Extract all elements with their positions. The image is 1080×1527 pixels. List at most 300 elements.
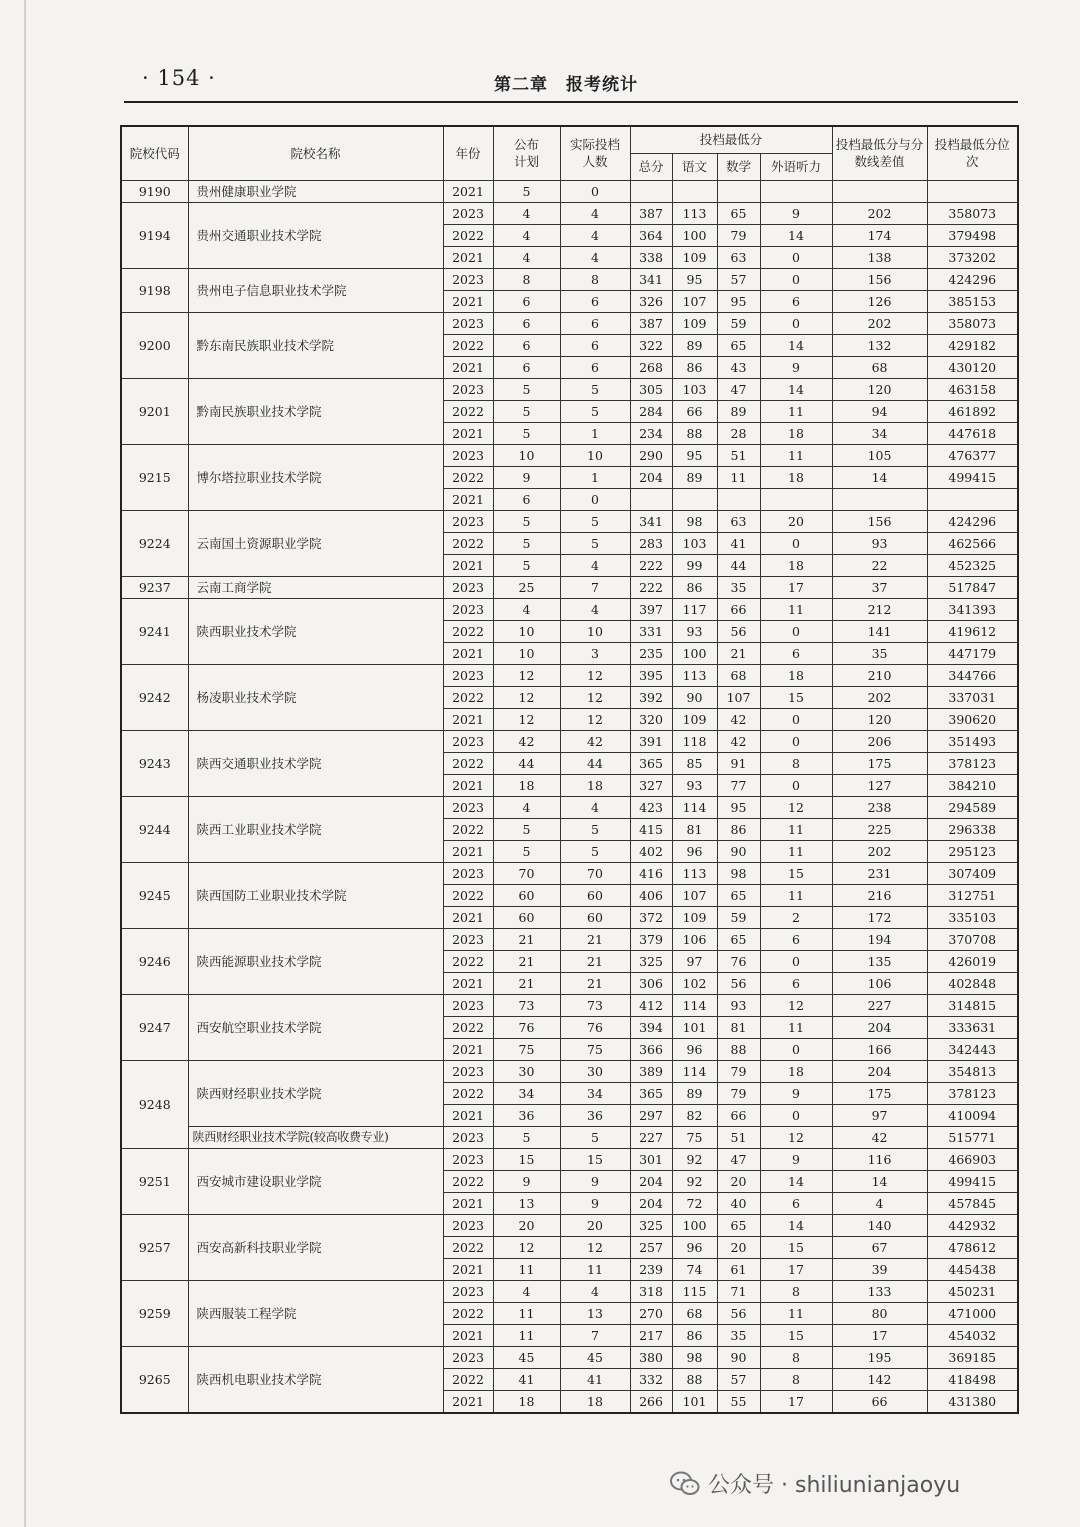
cell-listening: 18: [760, 554, 832, 576]
cell-listening: 18: [760, 422, 832, 444]
cell-total: 397: [630, 598, 672, 620]
cell-chinese: 114: [672, 796, 717, 818]
cell-plan: 30: [493, 1060, 560, 1082]
cell-year: 2021: [443, 554, 493, 576]
cell-actual: 0: [560, 488, 630, 510]
cell-total: 412: [630, 994, 672, 1016]
cell-year: 2021: [443, 840, 493, 862]
cell-plan: 11: [493, 1258, 560, 1280]
cell-plan: 18: [493, 1390, 560, 1413]
cell-diff: 120: [832, 708, 927, 730]
cell-chinese: 101: [672, 1390, 717, 1413]
cell-rank: 442932: [927, 1214, 1018, 1236]
cell-plan: 21: [493, 950, 560, 972]
cell-year: 2022: [443, 1236, 493, 1258]
cell-rank: 335103: [927, 906, 1018, 928]
cell-diff: 138: [832, 246, 927, 268]
table-row: [121, 312, 1018, 334]
school-code: 9194: [121, 202, 188, 268]
table-row: [121, 1346, 1018, 1368]
school-code: 9251: [121, 1148, 188, 1214]
cell-rank: 445438: [927, 1258, 1018, 1280]
cell-plan: 9: [493, 1170, 560, 1192]
cell-total: 257: [630, 1236, 672, 1258]
cell-plan: 5: [493, 532, 560, 554]
table-body: [121, 180, 1018, 1413]
cell-diff: 225: [832, 818, 927, 840]
cell-math: 35: [717, 576, 760, 598]
cell-chinese: 107: [672, 884, 717, 906]
cell-actual: 5: [560, 840, 630, 862]
cell-plan: 11: [493, 1302, 560, 1324]
cell-actual: 10: [560, 444, 630, 466]
cell-plan: 6: [493, 290, 560, 312]
cell-actual: 6: [560, 290, 630, 312]
cell-year: 2021: [443, 774, 493, 796]
cell-year: 2021: [443, 290, 493, 312]
cell-chinese: 75: [672, 1126, 717, 1148]
cell-rank: 333631: [927, 1016, 1018, 1038]
school-name: 西安城市建设职业学院: [188, 1148, 443, 1214]
cell-plan: 12: [493, 686, 560, 708]
cell-year: 2022: [443, 1016, 493, 1038]
header-total: 总分: [630, 153, 672, 180]
cell-math: 90: [717, 1346, 760, 1368]
cell-plan: 21: [493, 972, 560, 994]
table-row: [121, 796, 1018, 818]
table-row: [121, 1060, 1018, 1082]
cell-listening: 11: [760, 840, 832, 862]
cell-total: 222: [630, 576, 672, 598]
cell-math: 77: [717, 774, 760, 796]
cell-chinese: 106: [672, 928, 717, 950]
cell-rank: 418498: [927, 1368, 1018, 1390]
cell-listening: 12: [760, 1126, 832, 1148]
school-name: 杨凌职业技术学院: [188, 664, 443, 730]
cell-listening: 6: [760, 972, 832, 994]
cell-actual: 45: [560, 1346, 630, 1368]
cell-chinese: 96: [672, 1038, 717, 1060]
cell-rank: 463158: [927, 378, 1018, 400]
cell-year: 2023: [443, 312, 493, 334]
header-math: 数学: [717, 153, 760, 180]
cell-total: 235: [630, 642, 672, 664]
cell-math: 11: [717, 466, 760, 488]
cell-rank: 351493: [927, 730, 1018, 752]
cell-plan: 13: [493, 1192, 560, 1214]
cell-actual: 4: [560, 202, 630, 224]
cell-chinese: 93: [672, 620, 717, 642]
cell-year: 2022: [443, 1368, 493, 1390]
cell-diff: 204: [832, 1016, 927, 1038]
cell-year: 2021: [443, 1390, 493, 1413]
cell-total: 322: [630, 334, 672, 356]
cell-year: 2023: [443, 730, 493, 752]
cell-year: 2021: [443, 906, 493, 928]
cell-diff: 227: [832, 994, 927, 1016]
cell-rank: 373202: [927, 246, 1018, 268]
cell-chinese: 96: [672, 1236, 717, 1258]
cell-rank: 457845: [927, 1192, 1018, 1214]
cell-diff: 166: [832, 1038, 927, 1060]
cell-diff: 141: [832, 620, 927, 642]
cell-diff: 194: [832, 928, 927, 950]
cell-total: 318: [630, 1280, 672, 1302]
cell-plan: 42: [493, 730, 560, 752]
cell-plan: 34: [493, 1082, 560, 1104]
cell-rank: 294589: [927, 796, 1018, 818]
cell-actual: 5: [560, 378, 630, 400]
cell-chinese: 66: [672, 400, 717, 422]
cell-actual: 5: [560, 400, 630, 422]
school-name: 西安高新科技职业学院: [188, 1214, 443, 1280]
table-row: [121, 730, 1018, 752]
cell-math: 79: [717, 224, 760, 246]
cell-listening: 18: [760, 664, 832, 686]
school-code: 9241: [121, 598, 188, 664]
wechat-icon: [670, 1471, 700, 1497]
cell-plan: 10: [493, 444, 560, 466]
cell-plan: 45: [493, 1346, 560, 1368]
cell-actual: 21: [560, 950, 630, 972]
cell-rank: 341393: [927, 598, 1018, 620]
school-name: 黔南民族职业技术学院: [188, 378, 443, 444]
cell-year: 2023: [443, 378, 493, 400]
cell-chinese: 95: [672, 268, 717, 290]
table-row: [121, 994, 1018, 1016]
cell-rank: 419612: [927, 620, 1018, 642]
cell-plan: 70: [493, 862, 560, 884]
cell-rank: 378123: [927, 752, 1018, 774]
cell-chinese: 96: [672, 840, 717, 862]
cell-diff: 135: [832, 950, 927, 972]
cell-plan: 8: [493, 268, 560, 290]
cell-rank: 424296: [927, 510, 1018, 532]
cell-actual: 8: [560, 268, 630, 290]
cell-math: 86: [717, 818, 760, 840]
cell-listening: 9: [760, 202, 832, 224]
cell-chinese: 86: [672, 576, 717, 598]
cell-diff: 210: [832, 664, 927, 686]
cell-total: 297: [630, 1104, 672, 1126]
cell-plan: 5: [493, 378, 560, 400]
cell-chinese: 88: [672, 1368, 717, 1390]
cell-listening: 8: [760, 1346, 832, 1368]
cell-year: 2023: [443, 862, 493, 884]
cell-rank: 358073: [927, 312, 1018, 334]
cell-listening: 15: [760, 1236, 832, 1258]
table-row: [121, 1280, 1018, 1302]
cell-actual: 4: [560, 598, 630, 620]
cell-year: 2022: [443, 950, 493, 972]
cell-chinese: 98: [672, 1346, 717, 1368]
cell-total: 365: [630, 1082, 672, 1104]
cell-listening: 20: [760, 510, 832, 532]
cell-plan: 10: [493, 642, 560, 664]
cell-math: 66: [717, 598, 760, 620]
cell-math: 95: [717, 796, 760, 818]
cell-listening: 14: [760, 334, 832, 356]
page-number: · 154 ·: [142, 66, 216, 90]
cell-diff: 35: [832, 642, 927, 664]
cell-diff: 42: [832, 1126, 927, 1148]
cell-diff: 156: [832, 510, 927, 532]
cell-actual: 4: [560, 246, 630, 268]
cell-chinese: 98: [672, 510, 717, 532]
cell-actual: 73: [560, 994, 630, 1016]
cell-year: 2022: [443, 818, 493, 840]
cell-chinese: 88: [672, 422, 717, 444]
cell-actual: 70: [560, 862, 630, 884]
cell-rank: [927, 488, 1018, 510]
cell-math: 51: [717, 1126, 760, 1148]
school-code: 9190: [121, 180, 188, 202]
cell-total: 364: [630, 224, 672, 246]
cell-year: 2023: [443, 796, 493, 818]
cell-rank: 447618: [927, 422, 1018, 444]
cell-chinese: 109: [672, 906, 717, 928]
cell-listening: 18: [760, 466, 832, 488]
cell-math: 20: [717, 1236, 760, 1258]
cell-total: 204: [630, 466, 672, 488]
school-name: 贵州交通职业技术学院: [188, 202, 443, 268]
cell-listening: 15: [760, 1324, 832, 1346]
cell-year: 2023: [443, 268, 493, 290]
cell-plan: 6: [493, 334, 560, 356]
school-name: 陕西财经职业技术学院(较高收费专业): [188, 1126, 443, 1148]
school-code: 9259: [121, 1280, 188, 1346]
cell-math: 90: [717, 840, 760, 862]
table-row: [121, 1126, 1018, 1148]
cell-rank: [927, 180, 1018, 202]
header-year: 年份: [443, 126, 493, 180]
cell-rank: 454032: [927, 1324, 1018, 1346]
cell-listening: 0: [760, 774, 832, 796]
cell-rank: 499415: [927, 1170, 1018, 1192]
cell-actual: 6: [560, 312, 630, 334]
cell-chinese: 100: [672, 642, 717, 664]
cell-actual: 18: [560, 774, 630, 796]
cell-actual: 44: [560, 752, 630, 774]
cell-chinese: 107: [672, 290, 717, 312]
cell-listening: 14: [760, 1170, 832, 1192]
header-chinese: 语文: [672, 153, 717, 180]
cell-chinese: 117: [672, 598, 717, 620]
cell-total: 305: [630, 378, 672, 400]
cell-math: 65: [717, 202, 760, 224]
cell-math: 47: [717, 378, 760, 400]
cell-rank: 312751: [927, 884, 1018, 906]
cell-rank: 390620: [927, 708, 1018, 730]
cell-chinese: 85: [672, 752, 717, 774]
cell-diff: 140: [832, 1214, 927, 1236]
cell-chinese: 92: [672, 1148, 717, 1170]
cell-total: 366: [630, 1038, 672, 1060]
cell-listening: 6: [760, 928, 832, 950]
school-code: 9242: [121, 664, 188, 730]
cell-year: 2023: [443, 1060, 493, 1082]
cell-actual: 11: [560, 1258, 630, 1280]
cell-math: 66: [717, 1104, 760, 1126]
cell-year: 2023: [443, 1280, 493, 1302]
cell-diff: 175: [832, 1082, 927, 1104]
cell-actual: 4: [560, 796, 630, 818]
cell-diff: 231: [832, 862, 927, 884]
cell-listening: 9: [760, 356, 832, 378]
cell-rank: 499415: [927, 466, 1018, 488]
cell-rank: 370708: [927, 928, 1018, 950]
cell-total: 379: [630, 928, 672, 950]
cell-actual: 9: [560, 1192, 630, 1214]
cell-math: 41: [717, 532, 760, 554]
cell-rank: 385153: [927, 290, 1018, 312]
cell-diff: 132: [832, 334, 927, 356]
cell-math: 65: [717, 884, 760, 906]
cell-listening: 0: [760, 620, 832, 642]
header-diff: 投档最低分与分数线差值: [832, 126, 927, 180]
cell-actual: 6: [560, 334, 630, 356]
table-row: [121, 862, 1018, 884]
cell-listening: 18: [760, 1060, 832, 1082]
cell-plan: 5: [493, 840, 560, 862]
cell-chinese: 82: [672, 1104, 717, 1126]
cell-math: 98: [717, 862, 760, 884]
cell-rank: 307409: [927, 862, 1018, 884]
cell-total: 227: [630, 1126, 672, 1148]
cell-rank: 296338: [927, 818, 1018, 840]
cell-plan: 4: [493, 598, 560, 620]
cell-listening: 8: [760, 1280, 832, 1302]
table-row: [121, 268, 1018, 290]
cell-actual: 34: [560, 1082, 630, 1104]
cell-diff: 37: [832, 576, 927, 598]
cell-year: 2021: [443, 1038, 493, 1060]
cell-year: 2023: [443, 576, 493, 598]
chapter-title: 第二章 报考统计: [494, 75, 638, 95]
cell-total: 338: [630, 246, 672, 268]
cell-rank: 384210: [927, 774, 1018, 796]
cell-plan: 6: [493, 312, 560, 334]
cell-year: 2021: [443, 642, 493, 664]
school-code: 9257: [121, 1214, 188, 1280]
cell-total: 306: [630, 972, 672, 994]
cell-year: 2023: [443, 202, 493, 224]
cell-listening: 9: [760, 1148, 832, 1170]
table-row: [121, 576, 1018, 598]
school-name: 陕西国防工业职业技术学院: [188, 862, 443, 928]
cell-listening: 8: [760, 1368, 832, 1390]
school-name: 西安航空职业技术学院: [188, 994, 443, 1060]
cell-year: 2021: [443, 708, 493, 730]
cell-math: 63: [717, 246, 760, 268]
cell-plan: 9: [493, 466, 560, 488]
school-name: 陕西工业职业技术学院: [188, 796, 443, 862]
cell-total: 283: [630, 532, 672, 554]
cell-chinese: 89: [672, 466, 717, 488]
cell-plan: 5: [493, 180, 560, 202]
cell-diff: 17: [832, 1324, 927, 1346]
cell-math: 65: [717, 928, 760, 950]
header-actual: 实际投档人数: [560, 126, 630, 180]
cell-math: 28: [717, 422, 760, 444]
cell-actual: 6: [560, 356, 630, 378]
cell-year: 2021: [443, 180, 493, 202]
cell-year: 2023: [443, 598, 493, 620]
cell-listening: 0: [760, 1104, 832, 1126]
school-name: 陕西能源职业技术学院: [188, 928, 443, 994]
cell-diff: 93: [832, 532, 927, 554]
cell-diff: 106: [832, 972, 927, 994]
cell-actual: 60: [560, 906, 630, 928]
cell-listening: 11: [760, 444, 832, 466]
cell-year: 2022: [443, 400, 493, 422]
cell-rank: 466903: [927, 1148, 1018, 1170]
cell-year: 2023: [443, 510, 493, 532]
cell-math: [717, 488, 760, 510]
cell-diff: 206: [832, 730, 927, 752]
cell-actual: 0: [560, 180, 630, 202]
school-name: 贵州电子信息职业技术学院: [188, 268, 443, 312]
cell-plan: 4: [493, 224, 560, 246]
cell-chinese: 99: [672, 554, 717, 576]
cell-actual: 12: [560, 1236, 630, 1258]
cell-chinese: 81: [672, 818, 717, 840]
cell-year: 2021: [443, 972, 493, 994]
school-code: 9265: [121, 1346, 188, 1413]
cell-rank: 295123: [927, 840, 1018, 862]
cell-listening: 0: [760, 312, 832, 334]
cell-math: 20: [717, 1170, 760, 1192]
cell-rank: 461892: [927, 400, 1018, 422]
cell-plan: 5: [493, 510, 560, 532]
cell-rank: 369185: [927, 1346, 1018, 1368]
cell-year: 2023: [443, 1126, 493, 1148]
cell-math: 71: [717, 1280, 760, 1302]
cell-listening: 11: [760, 598, 832, 620]
cell-plan: 5: [493, 554, 560, 576]
cell-year: 2021: [443, 488, 493, 510]
cell-math: 95: [717, 290, 760, 312]
cell-diff: 195: [832, 1346, 927, 1368]
table-row: [121, 202, 1018, 224]
cell-diff: 202: [832, 312, 927, 334]
table-row: [121, 928, 1018, 950]
cell-actual: 5: [560, 532, 630, 554]
cell-listening: 6: [760, 1192, 832, 1214]
cell-math: 76: [717, 950, 760, 972]
cell-plan: 11: [493, 1324, 560, 1346]
cell-plan: 18: [493, 774, 560, 796]
cell-total: 301: [630, 1148, 672, 1170]
cell-chinese: 113: [672, 862, 717, 884]
cell-diff: 127: [832, 774, 927, 796]
cell-actual: 15: [560, 1148, 630, 1170]
cell-chinese: [672, 180, 717, 202]
school-name: 陕西机电职业技术学院: [188, 1346, 443, 1413]
cell-math: 51: [717, 444, 760, 466]
cell-plan: 5: [493, 818, 560, 840]
cell-actual: 1: [560, 422, 630, 444]
cell-total: 406: [630, 884, 672, 906]
cell-diff: 156: [832, 268, 927, 290]
header-rank: 投档最低分位次: [927, 126, 1018, 180]
table-row: [121, 378, 1018, 400]
cell-actual: 12: [560, 686, 630, 708]
cell-listening: 6: [760, 642, 832, 664]
cell-rank: 337031: [927, 686, 1018, 708]
cell-diff: 94: [832, 400, 927, 422]
cell-rank: 471000: [927, 1302, 1018, 1324]
